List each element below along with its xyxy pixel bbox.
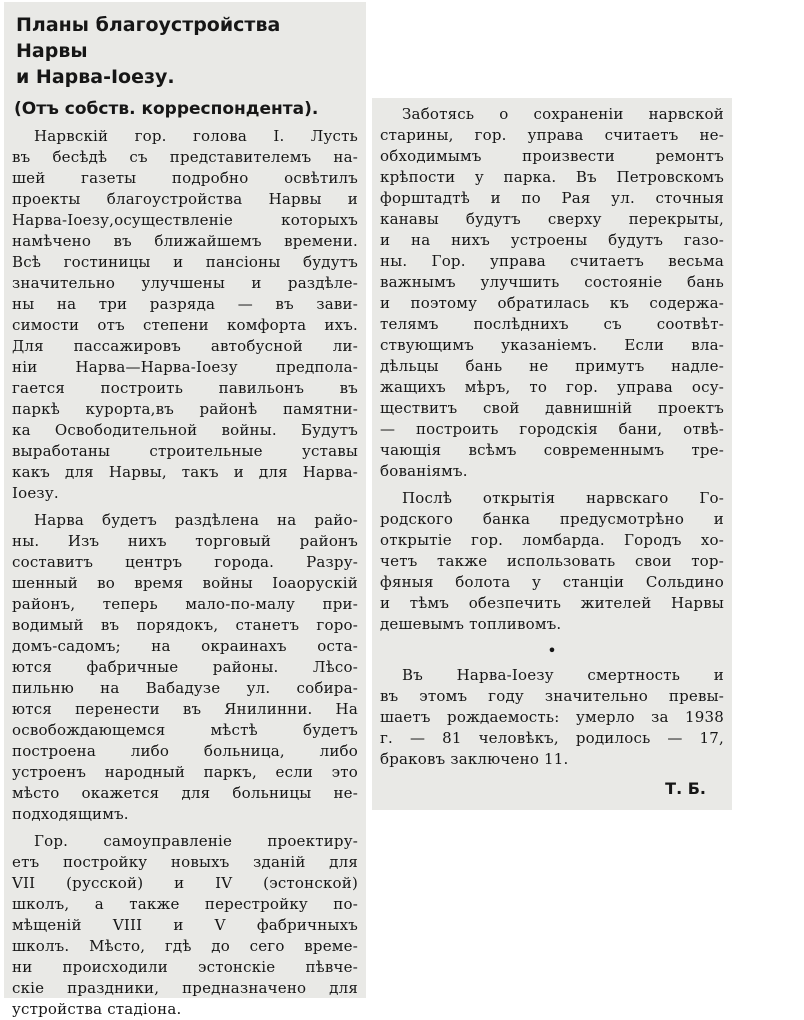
text-line: чающія всѣмъ современнымъ тре- [380,441,724,459]
paragraph [380,104,724,482]
title-line: Планы благоустройства Нарвы [16,14,281,62]
text-line: крѣпости у парка. Въ Петровскомъ [380,168,724,186]
text-line: Нарвскій гор. голова І. Лусть [34,127,358,145]
text-line: Всѣ гостиницы и пансіоны будутъ [12,253,358,271]
right-body [380,104,724,635]
text-line: въ этомъ году значительно превы- [380,687,724,705]
text-line: проекты благоустройства Нарвы и [12,190,358,208]
article-title [12,12,358,90]
text-line: форштадтѣ и по Рая ул. сточныя [380,189,724,207]
text-line: районъ, теперь мало-по-малу при- [12,595,358,613]
note-body [380,665,724,770]
title-line: и Нарва-Іоезу. [16,66,175,88]
text-line: бованіямъ. [380,462,468,480]
text-line: шенный во время войны Іоаорускій [12,574,358,592]
text-line: ются перенести въ Янилинни. На [12,700,358,718]
text-line: родского банка предусмотрѣно и [380,510,724,528]
text-line: Нарва-Іоезу,осуществленіе которыхъ [12,211,358,229]
paragraph [380,665,724,770]
text-line: подходящимъ. [12,805,129,823]
text-line: ществитъ свой давнишній проектъ [380,399,724,417]
text-line: шаетъ рождаемость: умерло за 1938 [380,708,724,726]
text-line: г. — 81 человѣкъ, родилось — 17, [380,729,724,747]
text-line: Нарва будетъ раздѣлена на райо- [34,511,358,529]
text-line: браковъ заключено 11. [380,750,569,768]
text-line: паркѣ курорта,въ районѣ памятни- [12,400,358,418]
text-line: ни происходили эстонскіе пѣвче- [12,958,358,976]
text-line: устроенъ народный паркъ, если это [12,763,358,781]
text-line: мѣщеній VIII и V фабричныхъ [12,916,358,934]
paragraph [380,488,724,635]
text-line: выработаны строительные уставы [12,442,358,460]
text-line: и на нихъ устроены будутъ газо- [380,231,724,249]
text-line: канавы будутъ сверху перекрыты, [380,210,724,228]
text-line: Гор. самоуправленіе проектиру- [34,832,358,850]
text-line: фяныя болота у станціи Сольдино [380,573,724,591]
text-line: етъ постройку новыхъ зданій для [12,853,358,871]
text-line: Въ Нарва-Іоезу смертность и [402,666,724,684]
paragraph [12,510,358,825]
section-divider: • [547,641,557,660]
text-line: ствующимъ указаніемъ. Если вла- [380,336,724,354]
text-line: мѣсто окажется для больницы не- [12,784,358,802]
text-line: дешевымъ топливомъ. [380,615,562,633]
text-line: домъ-садомъ; на окраинахъ оста- [12,637,358,655]
text-line: какъ для Нарвы, такъ и для Нарва- [12,463,358,481]
text-line: Для пассажировъ автобусной ли- [12,337,358,355]
text-line: намѣчено въ ближайшемъ времени. [12,232,358,250]
text-line: составитъ центръ города. Разру- [12,553,358,571]
text-line: въ бесѣдѣ съ представителемъ на- [12,148,358,166]
text-line: телямъ послѣднихъ съ соотвѣт- [380,315,724,333]
text-line: пильню на Вабадузе ул. собира- [12,679,358,697]
text-line: шей газеты подробно освѣтилъ [12,169,358,187]
text-line: — построить городскія бани, отвѣ- [380,420,724,438]
text-line: симости отъ степени комфорта ихъ. [12,316,358,334]
paragraph [12,831,358,1020]
text-line: школъ. Мѣсто, гдѣ до сего време- [12,937,358,955]
text-line: ны на три разряда — въ зави- [12,295,358,313]
text-line: открытіе гор. ломбарда. Городъ хо- [380,531,724,549]
byline: (Отъ собств. корреспондента). [14,99,319,119]
text-line: ніи Нарва—Нарва-Іоезу предпола- [12,358,358,376]
text-line: обходимымъ произвести ремонтъ [380,147,724,165]
text-line: значительно улучшены и раздѣле- [12,274,358,292]
author-signature: Т. Б. [665,779,706,798]
text-line: и тѣмъ обезпечить жителей Нарвы [380,594,724,612]
text-line: четъ также использовать свои тор- [380,552,724,570]
text-line: ка Освободительной войны. Будутъ [12,421,358,439]
right-column [372,98,732,810]
text-line: ны. Изъ нихъ торговый районъ [12,532,358,550]
text-line: Заботясь о сохраненіи нарвской [402,105,724,123]
text-line: гается построить павильонъ въ [12,379,358,397]
text-line: водимый въ порядокъ, станетъ горо- [12,616,358,634]
text-line: старины, гор. управа считаетъ не- [380,126,724,144]
text-line: скіе праздники, предназначено для [12,979,358,997]
left-body [12,126,358,1020]
left-column [4,2,366,1018]
text-line: освобождающемся мѣстѣ будетъ [12,721,358,739]
text-line: построена либо больница, либо [12,742,358,760]
text-line: Іоезу. [12,484,59,502]
paragraph [12,126,358,504]
text-line: ются фабричные районы. Лѣсо- [12,658,358,676]
text-line: устройства стадіона. [12,1000,182,1018]
text-line: и поэтому обратилась къ содержа- [380,294,724,312]
text-line: ны. Гор. управа считаетъ весьма [380,252,724,270]
text-line: важнымъ улучшить состояніе бань [380,273,724,291]
text-line: Послѣ открытія нарвскаго Го- [402,489,724,507]
text-line: VII (русской) и IV (эстонской) [12,874,358,892]
text-line: жащихъ мѣръ, то гор. управа осу- [380,378,724,396]
text-line: дѣльцы бань не примутъ надле- [380,357,724,375]
text-line: школъ, а также перестройку по- [12,895,358,913]
